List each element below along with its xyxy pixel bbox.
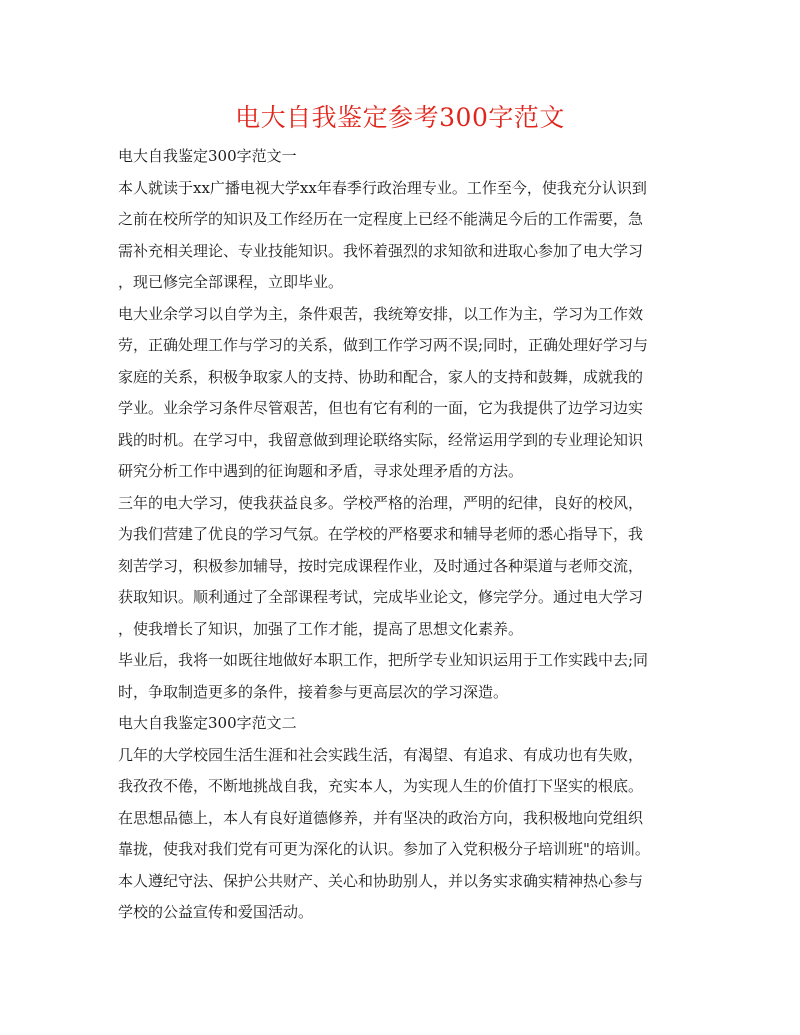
paragraph-line: 践的时机。在学习中，我留意做到理论联络实际，经常运用学到的专业理论知识 <box>118 430 644 449</box>
paragraph-line: ，现已修完全部课程，立即毕业。 <box>118 273 344 291</box>
paragraph-line: 电大业余学习以自学为主，条件艰苦，我统筹安排，以工作为主，学习为工作效 <box>118 304 644 323</box>
paragraph-line: 靠拢，使我对我们党有可更为深化的认识。参加了入党积极分子培训班"的培训。 <box>118 840 650 858</box>
paragraph-line: 需补充相关理论、专业技能知识。我怀着强烈的求知欲和进取心参加了电大学习 <box>118 241 644 260</box>
section-heading-2: 电大自我鉴定300字范文二 <box>118 714 297 732</box>
section-heading-1: 电大自我鉴定300字范文一 <box>118 147 297 165</box>
paragraph-line: 我孜孜不倦，不断地挑战自我，充实本人，为实现人生的价值打下坚实的根底。 <box>118 777 644 795</box>
paragraph-line: 在思想品德上，本人有良好道德修养，并有坚决的政治方向，我积极地向党组织 <box>118 808 644 827</box>
document-title: 电大自我鉴定参考300字范文 <box>235 103 565 132</box>
paragraph-line: 获取知识。顺利通过了全部课程考试，完成毕业论文，修完学分。通过电大学习 <box>118 588 644 606</box>
paragraph-line: 家庭的关系，积极争取家人的支持、协助和配合，家人的支持和鼓舞，成就我的 <box>118 367 644 386</box>
paragraph-line: 本人遵纪守法、保护公共财产、关心和协助别人，并以务实求确实精神热心参与 <box>118 871 644 890</box>
paragraph-line: 毕业后，我将一如既往地做好本职工作，把所学专业知识运用于工作实践中去;同 <box>118 651 649 669</box>
paragraph-line: 学校的公益宣传和爱国活动。 <box>118 903 314 921</box>
paragraph-line: 学业。业余学习条件尽管艰苦，但也有它有利的一面，它为我提供了边学习边实 <box>118 399 644 417</box>
paragraph-line: 之前在校所学的知识及工作经历在一定程度上已经不能满足今后的工作需要，急 <box>118 210 644 228</box>
paragraph-line: 三年的电大学习，使我获益良多。学校严格的治理，严明的纪律，良好的校风， <box>118 493 644 512</box>
paragraph-line: 劳，正确处理工作与学习的关系，做到工作学习两不误;同时，正确处理好学习与 <box>118 336 649 354</box>
paragraph-line: 几年的大学校园生活生涯和社会实践生活，有渴望、有追求、有成功也有失败， <box>118 745 644 764</box>
paragraph-line: 刻苦学习，积极参加辅导，按时完成课程作业，及时通过各种渠道与老师交流， <box>118 556 644 575</box>
paragraph-line: 为我们营建了优良的学习气氛。在学校的严格要求和辅导老师的悉心指导下，我 <box>118 525 644 543</box>
paragraph-line: 本人就读于xx广播电视大学xx年春季行政治理专业。工作至今，使我充分认识到 <box>118 178 647 197</box>
document-body <box>118 141 680 929</box>
paragraph-line: 时，争取制造更多的条件，接着参与更高层次的学习深造。 <box>118 682 509 701</box>
paragraph-line: ，使我增长了知识，加强了工作才能，提高了思想文化素养。 <box>118 619 524 638</box>
paragraph-line: 研究分析工作中遇到的征询题和矛盾，寻求处理矛盾的方法。 <box>118 462 524 480</box>
